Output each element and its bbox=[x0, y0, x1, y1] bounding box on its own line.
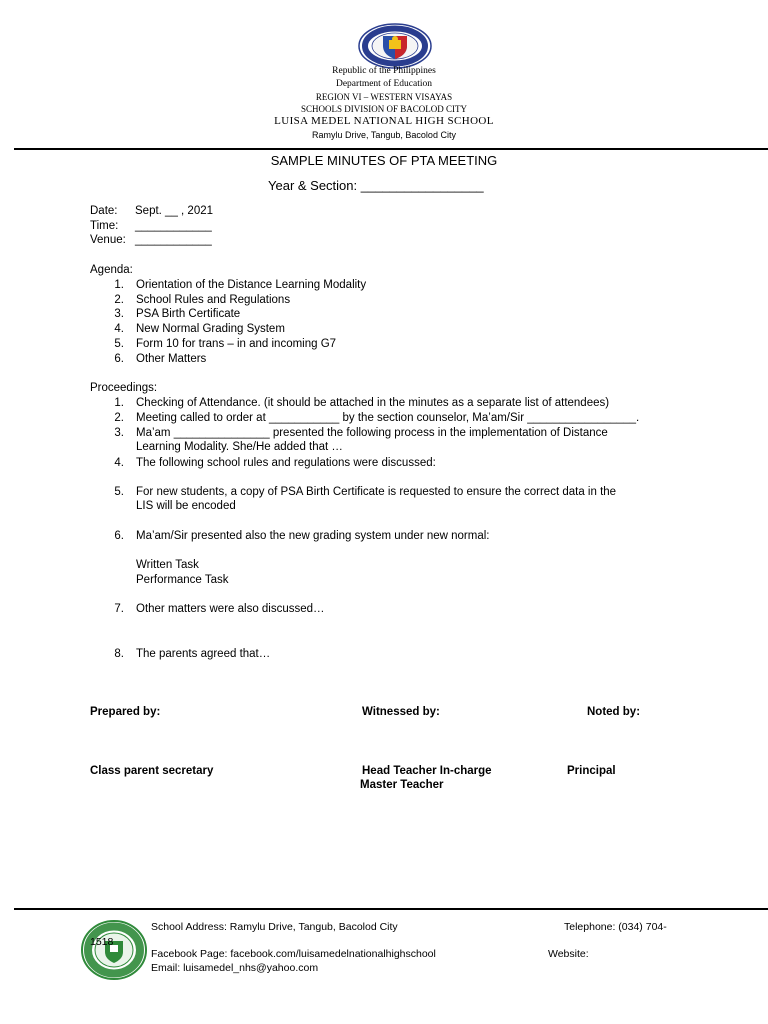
footer-address: School Address: Ramylu Drive, Tangub, Bacolod City bbox=[151, 921, 398, 933]
proceeding-num: 3. bbox=[114, 427, 124, 439]
proceeding-num: 1. bbox=[114, 397, 124, 409]
header-region: REGION VI – WESTERN VISAYAS bbox=[315, 92, 453, 102]
proceeding-num: 5. bbox=[114, 486, 124, 498]
proceeding-line: Ma’am/Sir presented also the new grading system under new normal: bbox=[136, 530, 490, 542]
agenda-item: Form 10 for trans – in and incoming G7 bbox=[136, 338, 337, 350]
proceeding-line: LIS will be encoded bbox=[136, 500, 236, 512]
master-teacher-title: Master Teacher bbox=[360, 779, 444, 791]
agenda-item: New Normal Grading System bbox=[136, 323, 285, 335]
proceeding-num: 8. bbox=[114, 648, 124, 660]
header-division: SCHOOLS DIVISION OF BACOLOD CITY bbox=[300, 104, 467, 114]
proceeding-line: Checking of Attendance. (it should be attached in the minutes as a separate list of attendees) bbox=[136, 397, 610, 409]
proceeding-line: Learning Modality. She/He added that … bbox=[136, 441, 343, 453]
proceeding-num: 6. bbox=[114, 530, 124, 542]
grading-component: Written Task bbox=[136, 559, 199, 571]
footer-website: Website: bbox=[548, 948, 589, 960]
agenda-item: School Rules and Regulations bbox=[136, 294, 291, 306]
proceeding-line: Other matters were also discussed… bbox=[136, 603, 325, 615]
header-divider bbox=[14, 148, 768, 150]
agenda-num: 5. bbox=[114, 338, 124, 350]
agenda-item: Other Matters bbox=[136, 353, 207, 365]
head-teacher-title: Head Teacher In-charge bbox=[362, 765, 492, 777]
proceedings-heading: Proceedings: bbox=[90, 382, 158, 394]
meta-venue-value: ____________ bbox=[135, 234, 212, 246]
footer-telephone-cont: 1518 bbox=[90, 936, 114, 948]
proceeding-num: 7. bbox=[114, 603, 124, 615]
agenda-heading: Agenda: bbox=[90, 264, 133, 276]
meta-time-value: ____________ bbox=[135, 220, 212, 232]
proceeding-line: Ma’am _______________ presented the following process in the implementation of Distance bbox=[136, 427, 608, 439]
agenda-num: 3. bbox=[114, 308, 124, 320]
agenda-num: 2. bbox=[114, 294, 124, 306]
header-department: Department of Education bbox=[335, 79, 433, 89]
footer-facebook: Facebook Page: facebook.com/luisamedelnationalhighschool bbox=[151, 948, 436, 960]
header-school-name: LUISA MEDEL NATIONAL HIGH SCHOOL bbox=[274, 115, 494, 127]
meta-date-value: Sept. __ , 2021 bbox=[135, 205, 214, 217]
prepared-by-label: Prepared by: bbox=[90, 706, 161, 718]
header-school-address: Ramylu Drive, Tangub, Bacolod City bbox=[312, 130, 456, 140]
agenda-num: 1. bbox=[114, 279, 124, 291]
proceeding-line: For new students, a copy of PSA Birth Certificate is requested to ensure the correct data in the bbox=[136, 486, 617, 498]
noted-by-label: Noted by: bbox=[587, 706, 641, 718]
meta-venue-label: Venue: bbox=[90, 234, 126, 246]
proceeding-line: The parents agreed that… bbox=[136, 648, 271, 660]
meta-date-label: Date: bbox=[90, 205, 118, 217]
agenda-num: 4. bbox=[114, 323, 124, 335]
principal-title: Principal bbox=[567, 765, 616, 777]
footer-email: Email: luisamedel_nhs@yahoo.com bbox=[151, 962, 319, 974]
agenda-num: 6. bbox=[114, 353, 124, 365]
grading-component: Performance Task bbox=[136, 574, 229, 586]
proceeding-num: 2. bbox=[114, 412, 124, 424]
proceeding-line: The following school rules and regulations were discussed: bbox=[136, 457, 436, 469]
school-logo bbox=[80, 919, 148, 981]
secretary-title: Class parent secretary bbox=[90, 765, 214, 777]
agenda-item: PSA Birth Certificate bbox=[136, 308, 241, 320]
header-republic: Republic of the Philippines bbox=[332, 66, 436, 76]
meta-time-label: Time: bbox=[90, 220, 119, 232]
deped-seal bbox=[356, 22, 434, 70]
proceeding-num: 4. bbox=[114, 457, 124, 469]
agenda-item: Orientation of the Distance Learning Modality bbox=[136, 279, 367, 291]
footer-divider bbox=[14, 908, 768, 910]
year-section-field: Year & Section: _________________ bbox=[268, 178, 484, 193]
document-title: SAMPLE MINUTES OF PTA MEETING bbox=[270, 153, 498, 168]
witnessed-by-label: Witnessed by: bbox=[362, 706, 440, 718]
footer-telephone: Telephone: (034) 704- bbox=[564, 921, 667, 933]
proceeding-line: Meeting called to order at ___________ by the section counselor, Ma’am/Sir _________________. bbox=[136, 412, 640, 424]
